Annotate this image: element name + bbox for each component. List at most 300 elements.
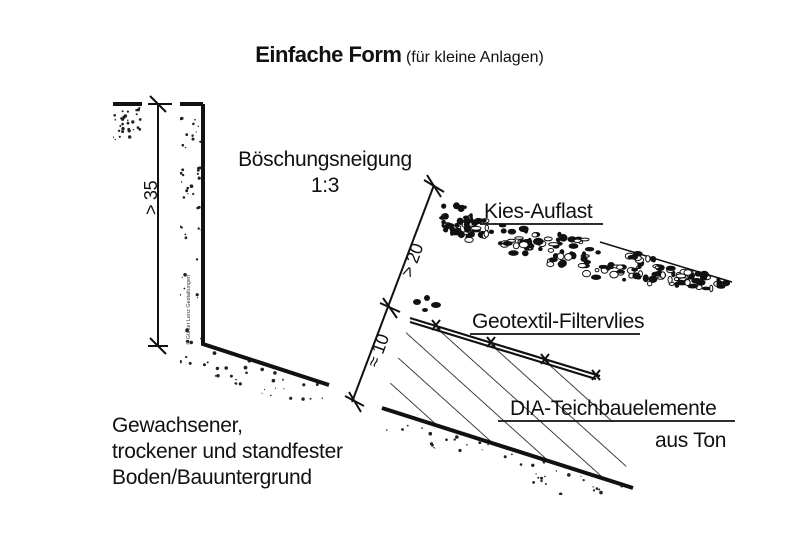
gravel-stone xyxy=(583,270,591,276)
soil-grain xyxy=(466,444,468,446)
soil-grain xyxy=(295,319,298,322)
soil-grain xyxy=(275,312,278,315)
soil-grain xyxy=(231,229,233,231)
soil-grain xyxy=(409,472,411,474)
soil-grain xyxy=(321,319,323,321)
soil-grain xyxy=(187,193,188,194)
soil-grain xyxy=(627,438,629,440)
soil-grain xyxy=(212,169,215,172)
soil-grain xyxy=(308,219,311,222)
soil-grain xyxy=(325,317,327,319)
soil-grain xyxy=(580,476,581,477)
soil-grain xyxy=(234,382,237,385)
soil-grain xyxy=(556,470,557,471)
soil-grain xyxy=(234,237,237,240)
soil-grain xyxy=(215,225,218,228)
gravel-stone xyxy=(508,229,515,234)
soil-grain xyxy=(190,184,194,188)
soil-grain xyxy=(252,105,256,109)
soil-grain xyxy=(323,135,325,137)
gravel-stone xyxy=(457,218,464,225)
soil-grain xyxy=(397,461,400,464)
soil-grain xyxy=(311,363,315,367)
soil-grain xyxy=(300,356,301,357)
soil-grain xyxy=(239,382,242,385)
title-subtitle: (für kleine Anlagen) xyxy=(405,49,544,66)
soil-grain xyxy=(207,361,209,363)
soil-grain xyxy=(421,427,423,429)
soil-grain xyxy=(482,449,483,450)
gravel-stone xyxy=(550,258,558,262)
title-main: Einfache Form xyxy=(255,42,402,67)
soil-grain xyxy=(266,219,270,223)
soil-grain xyxy=(234,281,237,284)
soil-grain xyxy=(622,442,625,445)
soil-grain xyxy=(431,444,434,447)
soil-grain xyxy=(198,126,199,127)
soil-grain xyxy=(307,309,310,312)
soil-grain xyxy=(531,464,534,467)
soil-grain xyxy=(278,298,281,301)
soil-grain xyxy=(196,293,199,296)
soil-grain xyxy=(239,233,240,234)
soil-grain xyxy=(213,106,217,110)
soil-grain xyxy=(268,109,270,111)
gravel-stone xyxy=(450,232,453,235)
soil-grain xyxy=(182,144,185,147)
soil-grain xyxy=(225,293,227,295)
soil-grain xyxy=(206,401,210,405)
soil-grain xyxy=(409,446,410,447)
soil-grain xyxy=(264,313,266,315)
soil-grain xyxy=(263,246,265,248)
soil-grain xyxy=(245,280,248,283)
soil-grain xyxy=(425,451,429,455)
gravel-stone xyxy=(655,266,659,269)
soil-grain xyxy=(300,296,303,299)
soil-grain xyxy=(256,255,258,257)
soil-grain xyxy=(286,347,287,348)
soil-grain xyxy=(209,303,211,305)
soil-grain xyxy=(228,314,231,317)
gravel-stone xyxy=(465,237,473,242)
soil-grain xyxy=(269,300,270,301)
soil-grain xyxy=(422,481,425,484)
soil-grain xyxy=(465,480,468,483)
soil-grain xyxy=(244,366,248,370)
soil-label xyxy=(112,413,343,491)
soil-grain xyxy=(283,293,284,294)
soil-grain xyxy=(240,245,241,246)
soil-grain xyxy=(308,322,310,324)
soil-grain xyxy=(272,326,274,328)
soil-grain xyxy=(119,136,121,138)
soil-grain xyxy=(209,179,211,181)
dia-label-line2: aus Ton xyxy=(655,429,727,452)
soil-grain xyxy=(232,325,234,327)
gravel-stone xyxy=(485,225,488,231)
soil-grain xyxy=(281,260,283,262)
soil-grain xyxy=(315,243,318,246)
soil-grain xyxy=(421,491,424,494)
gravel-stone xyxy=(558,261,565,267)
soil-grain xyxy=(249,352,252,355)
soil-grain xyxy=(532,481,535,484)
soil-grain xyxy=(322,199,323,200)
soil-grain xyxy=(261,223,263,225)
gravel-stone xyxy=(513,243,519,249)
soil-grain xyxy=(445,438,448,441)
soil-grain xyxy=(322,117,324,119)
soil-grain xyxy=(241,133,243,135)
soil-grain xyxy=(281,279,283,281)
gravel-stone xyxy=(651,257,656,262)
soil-grain xyxy=(186,187,189,190)
soil-grain xyxy=(319,279,322,282)
soil-grain xyxy=(257,277,260,280)
gravel-stone xyxy=(523,251,529,256)
soil-grain xyxy=(306,116,309,119)
soil-grain xyxy=(462,480,464,482)
soil-grain xyxy=(196,131,197,132)
slope-label xyxy=(220,147,430,199)
soil-grain xyxy=(230,335,232,337)
soil-grain xyxy=(288,272,290,274)
soil-grain xyxy=(439,461,442,464)
soil-grain xyxy=(213,351,217,355)
soil-label-line3: Boden/Bauuntergrund xyxy=(112,466,312,489)
soil-grain xyxy=(322,398,323,399)
gravel-stone xyxy=(661,272,666,278)
soil-grain xyxy=(275,364,277,366)
soil-grain xyxy=(272,379,276,383)
soil-grain xyxy=(185,147,186,148)
soil-grain xyxy=(305,213,306,214)
soil-grain xyxy=(244,339,246,341)
soil-grain xyxy=(205,178,206,179)
soil-grain xyxy=(315,368,317,370)
soil-grain xyxy=(320,330,323,333)
soil-grain xyxy=(239,273,242,276)
soil-grain xyxy=(406,459,408,461)
gravel-stone xyxy=(445,223,451,229)
soil-grain xyxy=(537,477,539,479)
soil-grain xyxy=(274,354,276,356)
soil-grain xyxy=(256,319,258,321)
soil-grain xyxy=(217,293,219,295)
soil-grain xyxy=(281,313,284,316)
soil-grain xyxy=(407,425,409,427)
soil-grain xyxy=(293,357,294,358)
soil-grain xyxy=(241,407,243,409)
soil-grain xyxy=(545,483,547,485)
soil-grain xyxy=(194,119,196,121)
soil-grain xyxy=(266,312,268,314)
geotextile-label: Geotextil-Filtervlies xyxy=(472,310,645,333)
soil-grain xyxy=(317,106,319,108)
soil-grain xyxy=(235,379,237,381)
soil-grain xyxy=(269,136,270,137)
soil-grain xyxy=(235,133,238,136)
gravel-stone xyxy=(463,206,466,209)
soil-grain xyxy=(119,125,121,127)
soil-grain xyxy=(379,451,381,453)
soil-grain xyxy=(311,113,314,116)
soil-grain xyxy=(209,326,211,328)
soil-grain xyxy=(307,230,309,232)
soil-grain xyxy=(112,136,114,138)
gravel-stone xyxy=(569,244,578,249)
gravel-stone xyxy=(509,251,518,256)
soil-grain xyxy=(544,476,546,478)
soil-grain xyxy=(272,126,274,128)
soil-grain xyxy=(244,253,248,257)
soil-grain xyxy=(128,129,131,132)
soil-grain xyxy=(242,311,245,314)
soil-grain xyxy=(289,397,292,400)
soil-grain xyxy=(245,340,248,343)
gravel-stone xyxy=(458,205,465,212)
soil-grain xyxy=(283,362,286,365)
soil-grain xyxy=(185,236,188,239)
soil-grain xyxy=(305,139,307,141)
soil-grain xyxy=(304,126,307,129)
soil-grain xyxy=(322,370,324,372)
soil-grain xyxy=(246,256,250,260)
soil-grain xyxy=(301,247,304,250)
soil-grain xyxy=(282,379,284,381)
soil-grain xyxy=(196,207,199,210)
soil-grain xyxy=(270,395,272,397)
soil-grain xyxy=(244,119,247,122)
soil-grain xyxy=(127,120,129,122)
soil-grain xyxy=(309,354,311,356)
soil-grain xyxy=(245,402,247,404)
gravel-stone xyxy=(596,251,601,254)
soil-grain xyxy=(317,342,320,345)
soil-grain xyxy=(196,386,198,388)
soil-grain xyxy=(127,122,130,125)
soil-grain xyxy=(124,114,127,117)
soil-grain xyxy=(136,113,138,115)
soil-grain xyxy=(234,319,235,320)
soil-grain xyxy=(441,466,442,467)
soil-grain xyxy=(210,122,212,124)
soil-grain xyxy=(280,353,281,354)
soil-grain xyxy=(260,355,262,357)
soil-grain xyxy=(230,375,233,378)
gravel-stone xyxy=(643,275,648,282)
soil-grain xyxy=(276,236,277,237)
gravel-stone xyxy=(637,276,641,279)
soil-grain xyxy=(250,266,253,269)
soil-grain xyxy=(182,277,183,278)
soil-grain xyxy=(231,227,233,229)
soil-grain xyxy=(208,112,211,115)
soil-grain xyxy=(196,258,198,260)
soil-grain xyxy=(216,327,219,330)
soil-grain xyxy=(315,338,317,340)
soil-grain xyxy=(403,490,406,493)
soil-grain xyxy=(299,307,302,310)
soil-grain xyxy=(261,228,264,231)
watermark-text: © Günter Lenz Gestaltungen xyxy=(186,274,192,345)
soil-grain xyxy=(432,469,435,472)
soil-grain xyxy=(311,328,313,330)
soil-grain xyxy=(596,487,599,490)
gravel-stone xyxy=(469,215,472,218)
soil-grain xyxy=(504,455,507,458)
soil-grain xyxy=(259,229,263,233)
soil-grain xyxy=(274,322,277,325)
slope-label-line2: 1:3 xyxy=(310,174,340,197)
soil-grain xyxy=(185,356,187,358)
soil-grain xyxy=(489,478,492,481)
soil-grain xyxy=(266,401,268,403)
soil-grain xyxy=(299,338,301,340)
soil-grain xyxy=(276,275,278,277)
soil-grain xyxy=(236,220,237,221)
soil-grain xyxy=(286,334,289,337)
soil-grain xyxy=(217,388,220,391)
soil-grain xyxy=(386,429,388,431)
soil-grain xyxy=(535,473,536,474)
dimension-label-gravel: > 20 xyxy=(396,240,428,280)
soil-grain xyxy=(316,311,319,314)
soil-grain xyxy=(260,321,261,322)
soil-grain xyxy=(139,118,142,121)
soil-grain xyxy=(275,144,276,145)
soil-grain xyxy=(241,129,243,131)
soil-grain xyxy=(216,374,219,377)
soil-grain xyxy=(620,430,622,432)
gravel-stone xyxy=(458,231,465,238)
gravel-stone xyxy=(623,278,626,281)
soil-grain xyxy=(288,235,290,237)
soil-grain xyxy=(310,302,312,304)
soil-grain xyxy=(257,298,259,300)
soil-grain xyxy=(320,123,322,125)
soil-grain xyxy=(234,201,236,203)
soil-grain xyxy=(303,223,307,227)
soil-grain xyxy=(314,121,317,124)
soil-grain xyxy=(253,214,255,216)
soil-grain xyxy=(540,480,542,482)
soil-grain xyxy=(285,341,287,343)
soil-grain xyxy=(179,226,181,228)
soil-grain xyxy=(232,202,233,203)
soil-grain xyxy=(184,378,187,381)
soil-grain xyxy=(458,449,461,452)
soil-label-line1: Gewachsener, xyxy=(112,414,243,437)
soil-grain xyxy=(180,172,183,175)
soil-grain xyxy=(263,318,266,321)
soil-grain xyxy=(215,244,219,248)
soil-grain xyxy=(210,115,212,117)
soil-grain xyxy=(310,398,312,400)
soil-grain xyxy=(301,133,305,137)
soil-grain xyxy=(593,489,595,491)
gravel-stone xyxy=(539,247,543,250)
soil-grain xyxy=(114,139,116,141)
soil-grain xyxy=(311,368,315,372)
soil-grain xyxy=(296,363,297,364)
soil-grain xyxy=(289,228,291,230)
soil-grain xyxy=(237,258,239,260)
soil-grain xyxy=(217,257,219,259)
soil-grain xyxy=(322,112,325,115)
soil-grain xyxy=(197,167,199,169)
soil-grain xyxy=(301,397,304,400)
soil-grain xyxy=(258,245,259,246)
soil-grain xyxy=(290,302,292,304)
soil-grain xyxy=(593,486,594,487)
soil-grain xyxy=(227,246,229,248)
gravel-stone xyxy=(519,226,528,231)
soil-grain xyxy=(292,215,295,218)
gravel-stone xyxy=(668,277,672,284)
soil-grain xyxy=(297,321,301,325)
soil-grain xyxy=(277,114,281,118)
soil-grain xyxy=(187,379,190,382)
soil-grain xyxy=(289,262,292,265)
soil-grain xyxy=(272,330,276,334)
soil-grain xyxy=(462,465,465,468)
soil-grain xyxy=(406,479,409,482)
gravel-stone xyxy=(557,253,564,259)
soil-grain xyxy=(429,432,433,436)
soil-grain xyxy=(296,278,300,282)
soil-grain xyxy=(310,240,312,242)
soil-grain xyxy=(543,462,545,464)
soil-grain xyxy=(290,254,293,257)
gravel-stone xyxy=(441,220,446,225)
gravel-stone xyxy=(676,274,686,278)
soil-grain xyxy=(224,366,228,370)
soil-grain xyxy=(185,133,188,136)
soil-grain xyxy=(211,117,213,119)
soil-grain xyxy=(323,322,326,325)
soil-grain xyxy=(329,117,330,118)
soil-grain xyxy=(241,257,242,258)
soil-grain xyxy=(185,406,187,408)
soil-grain xyxy=(426,472,428,474)
soil-grain xyxy=(310,268,312,270)
soil-grain xyxy=(326,287,329,290)
soil-grain xyxy=(223,308,224,309)
slope-label-line1: Böschungsneigung xyxy=(238,148,412,171)
gravel-stone xyxy=(692,278,701,283)
soil-grain xyxy=(294,276,297,279)
soil-grain xyxy=(476,467,479,470)
soil-grain xyxy=(280,293,282,295)
soil-grain xyxy=(189,362,192,365)
gravel-stone xyxy=(617,271,625,274)
gravel-stone xyxy=(585,248,593,251)
soil-grain xyxy=(268,348,270,350)
soil-grain xyxy=(264,106,266,108)
soil-grain xyxy=(209,291,212,294)
soil-grain xyxy=(213,259,216,262)
gravel-stone xyxy=(638,264,641,268)
soil-grain xyxy=(300,314,303,317)
soil-grain xyxy=(269,280,272,283)
soil-grain xyxy=(309,315,311,317)
soil-grain xyxy=(273,371,277,375)
gravel-stone xyxy=(595,269,599,272)
soil-grain xyxy=(599,491,603,495)
soil-grain xyxy=(432,447,435,450)
